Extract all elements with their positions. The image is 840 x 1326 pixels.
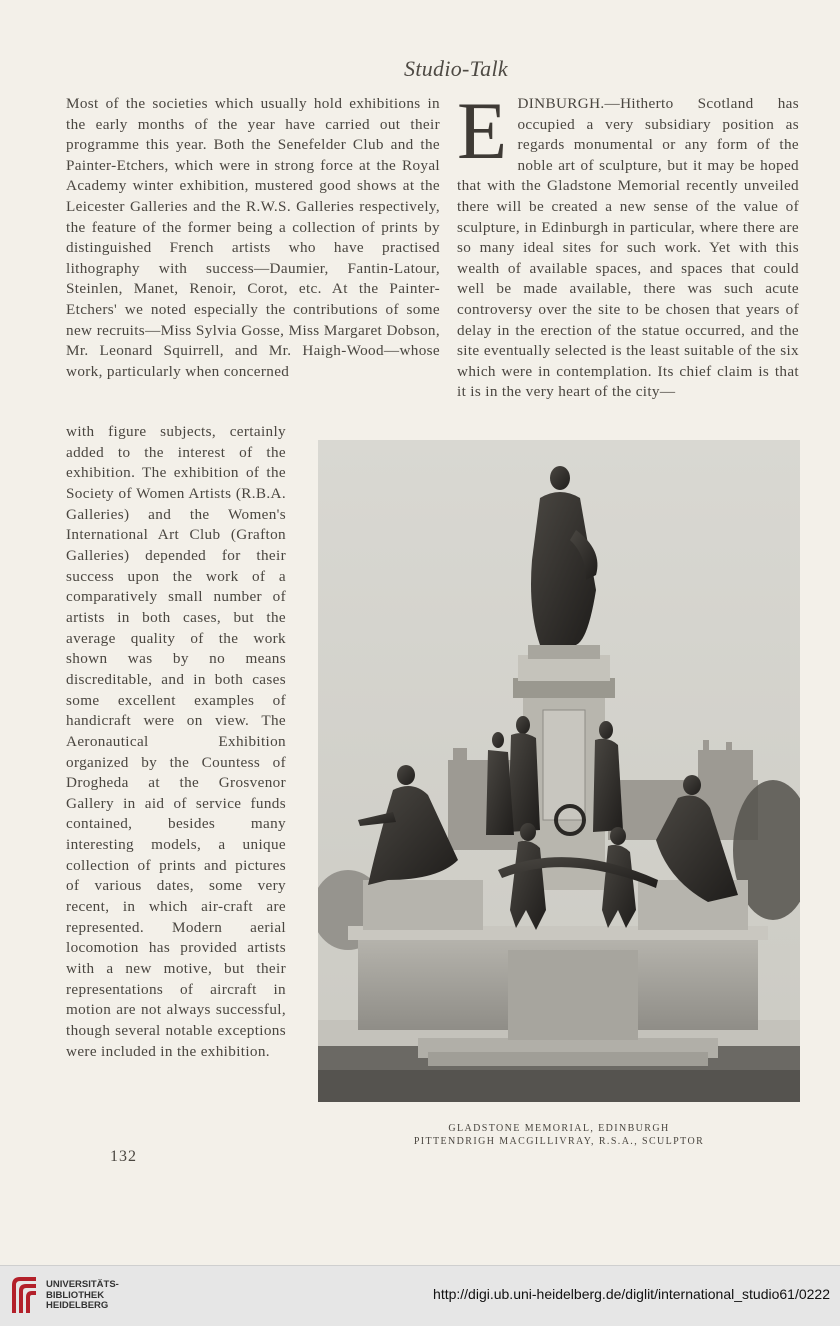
library-name-line2: BIBLIOTHEK	[46, 1289, 105, 1301]
running-head: Studio-Talk	[404, 56, 508, 81]
left-column-wide	[66, 94, 440, 382]
paragraph-societies: Most of the societies which usually hold exhibitions in the early months of the year have carried out their programme this year. Both the Senefelder Club and the Painter-Etchers, which were in strong force at the Royal Academy winter exhibition, mustered good shows at the Leicester Galleries and the R.W.S. Galleries respectively, the feature of the former being a collection of prints by distinguished French artists who have practised lithography with success—Daumier, Fantin-Latour, Steinlen, Manet, Renoir, Corot, etc. At the Painter-Etchers' we noted especially the contributions of some new recruits—Miss Sylvia Gosse, Miss Margaret Dobson, Mr. Leonard Squirrell, and Mr. Haigh-Wood—whose work, particularly when concerned	[66, 95, 440, 380]
right-column	[457, 85, 799, 403]
lawn	[318, 1070, 800, 1102]
paragraph-societies-continued: with figure subjects, certainly added to the interest of the exhibition. The exhibition of the Society of Women Artists (R.B.A. Galleries) and the Women's International Art Club (Grafton Galleries) depended for their success upon the work of a comparatively small number of artists in both cases, but the average quality of the work shown was by no means discreditable, and in both cases some excellent examples of handicraft were on view. The Aeronautical Exhibition organized by the Countess of Drogheda at the Grosvenor Gallery in aid of service funds contained, besides many interesting models, a unique collection of prints and pictures of various dates, some very recent, in which air-craft are represented. Modern aerial locomotion has provided artists with a new motive, but their representations of aircraft in motion are not always successful, though several notable exceptions were included in the exhibition.	[66, 423, 286, 1060]
library-name-line3: HEIDELBERG	[46, 1300, 109, 1311]
caption-title: GLADSTONE MEMORIAL, EDINBURGH	[448, 1123, 670, 1134]
source-url-link[interactable]: http://digi.ub.uni-heidelberg.de/diglit/international_studio61/0222	[433, 1286, 830, 1302]
plate-photograph	[318, 440, 800, 1102]
library-name	[46, 1280, 119, 1312]
gladstone-memorial-image	[318, 440, 800, 1102]
caption-sculptor: PITTENDRIGH MACGILLIVRAY, R.S.A., SCULPTOR	[413, 1136, 705, 1147]
library-name-line1: UNIVERSITÄTS-	[46, 1279, 119, 1290]
plate-caption	[318, 1122, 800, 1148]
drop-cap: E	[457, 85, 508, 176]
left-column-narrow	[66, 422, 286, 1062]
paragraph-edinburgh	[457, 85, 799, 403]
library-logo-icon	[10, 1275, 40, 1317]
page-number: 132	[110, 1148, 137, 1165]
paragraph-edinburgh-text: DINBURGH.—Hitherto Scotland has occupied a very subsidiary position as regards monumental or any form of the noble art of sculpture, but it may be hoped that with the Gladstone Memorial recently unveiled there will be created a new sense of the value of sculpture, in Edinburgh in particular, where there are so many ideal sites for such work. Yet with this wealth of available spaces, and spaces that could well be made available, there was such acute controversy over the site to be chosen that years of delay in the erection of the statue occurred, and the site eventually selected is the least suitable of the six which were in contemplation. Its chief claim is that it is in the very heart of the city—	[457, 95, 799, 401]
viewer-footer	[0, 1265, 840, 1326]
